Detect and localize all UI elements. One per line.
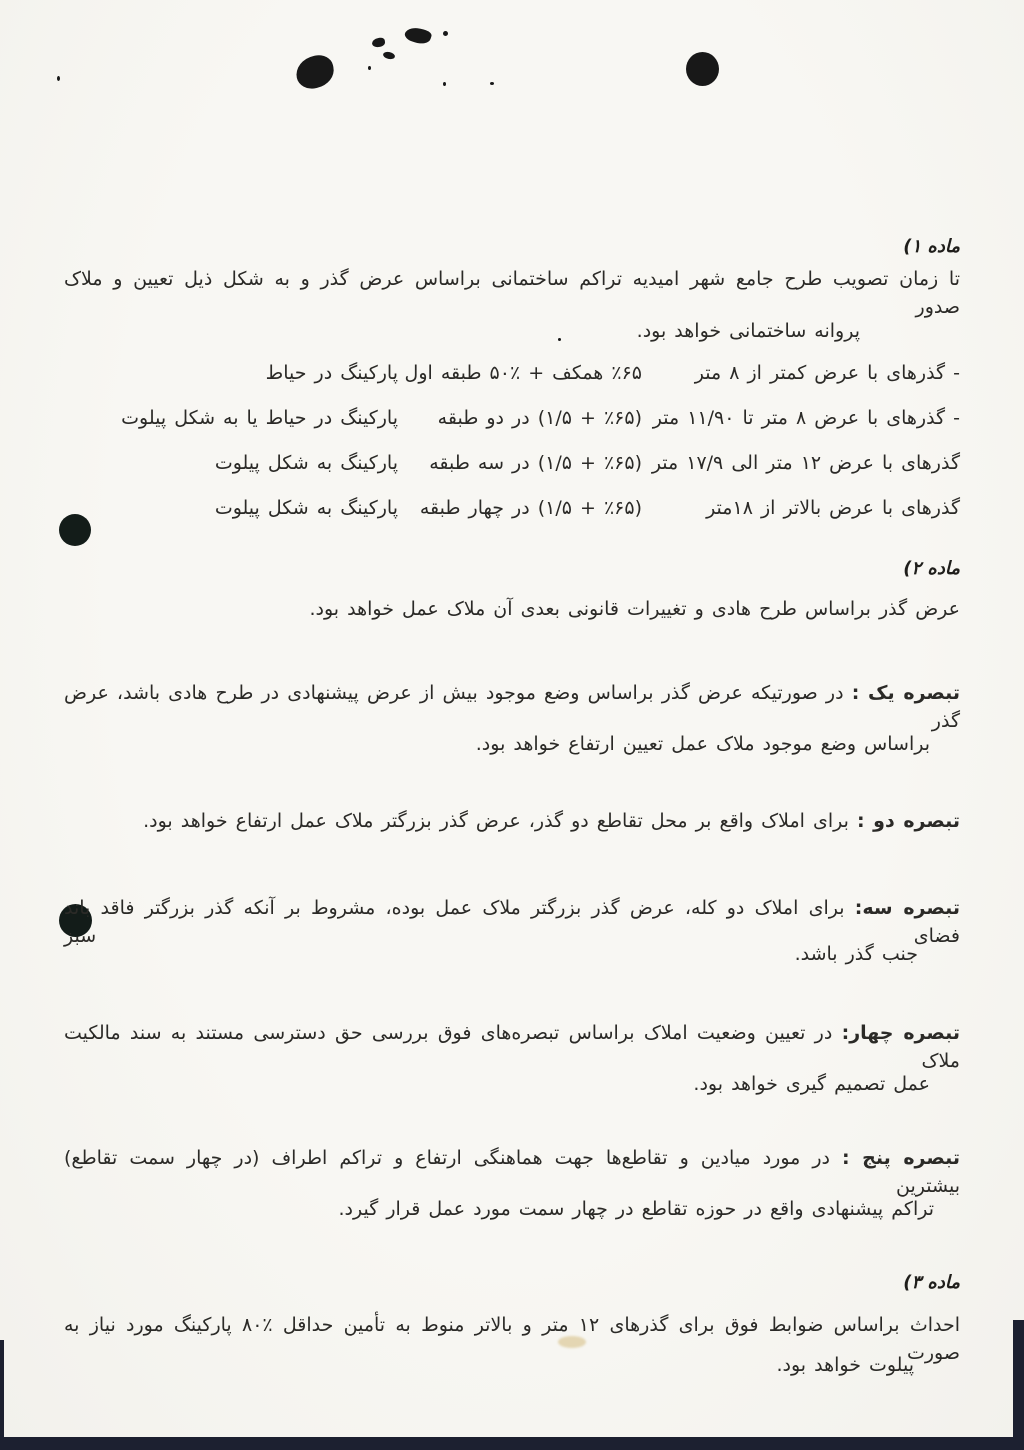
street-width-row <box>64 495 960 522</box>
note-2-text: برای املاک واقع بر محل تقاطع دو گذر، عرض گذر بزرگتر ملاک عمل ارتفاع خواهد بود. <box>143 810 849 832</box>
street-desc: گذرهای با عرض بالاتر از ۱۸متر <box>706 497 960 519</box>
article-3-line-2: پیلوت خواهد بود. <box>776 1354 914 1376</box>
article-2-line-1: عرض گذر براساس طرح هادی و تغییرات قانونی بعدی آن ملاک عمل خواهد بود. <box>309 598 960 620</box>
note-4-text: در تعیین وضعیت املاک براساس تبصره‌های فوق بررسی حق دسترسی مستند به سند مالکیت ملاک <box>64 1022 960 1072</box>
note-3-text: برای املاک دو کله، عرض گذر بزرگتر ملاک عمل بوده، مشروط بر آنکه گذر بزرگتر فاقد باند فضای سبز <box>64 897 960 947</box>
parking-rule: پارکینگ در حیاط یا به شکل پیلوت <box>121 407 398 429</box>
note-4-line-1 <box>64 1020 960 1075</box>
parking-rule: پارکینگ به شکل پیلوت <box>214 452 398 474</box>
note-4-label: تبصره چهار: <box>841 1022 960 1044</box>
note-3-label: تبصره سه: <box>854 897 960 919</box>
note-5-text: در مورد میادین و تقاطع‌ها جهت هماهنگی ارتفاع و تراکم اطراف (در چهار سمت تقاطع) بیشترین <box>64 1147 960 1197</box>
ink-speck <box>443 82 446 86</box>
street-desc: - گذرهای با عرض کمتر از ۸ متر <box>694 362 960 384</box>
article-1-line-1: تا زمان تصویب طرح جامع شهر امیدیه تراکم ساختمانی براساس عرض گذر و به شکل ذیل تعیین و ملاک صدور <box>64 268 960 318</box>
note-3-line-2: جنب گذر باشد. <box>794 943 918 965</box>
note-5-line-1 <box>64 1145 960 1200</box>
street-width-row <box>64 360 960 387</box>
density-formula: (٪۶۵ + ۱/۵) در سه طبقه <box>429 452 642 474</box>
article-1-heading: ماده ۱) <box>903 236 960 257</box>
note-1-label: تبصره یک : <box>851 682 961 704</box>
density-formula: (٪۶۵ + ۱/۵) در دو طبقه <box>437 407 642 429</box>
ink-blot <box>293 52 337 91</box>
ink-speck <box>443 31 448 36</box>
street-desc: گذرهای با عرض ۱۲ متر الی ۱۷/۹ متر <box>651 452 960 474</box>
ink-speck <box>371 37 385 48</box>
note-5-label: تبصره پنج : <box>841 1147 960 1169</box>
note-4-line-2: عمل تصمیم گیری خواهد بود. <box>693 1073 930 1095</box>
scan-edge-bottom <box>0 1437 1024 1450</box>
ink-speck <box>490 82 494 85</box>
article-2-heading: ماده ۲) <box>903 558 960 579</box>
note-1-text: در صورتیکه عرض گذر براساس وضع موجود بیش از عرض پیشنهادی در طرح هادی باشد، عرض گذر <box>64 682 960 732</box>
ink-speck <box>403 24 432 46</box>
note-5-line-2: تراکم پیشنهادی واقع در حوزه تقاطع در چهار سمت مورد عمل قرار گیرد. <box>338 1198 934 1220</box>
density-formula: (٪۶۵ + ۱/۵) در چهار طبقه <box>419 497 642 519</box>
article-3-line-1: احداث براساس ضوابط فوق برای گذرهای ۱۲ متر و بالاتر منوط به تأمین حداقل ٪۸۰ پارکینگ مورد نیاز به صورت <box>64 1314 960 1364</box>
ink-speck <box>558 338 561 341</box>
scan-edge-right <box>1013 1320 1024 1450</box>
article-1-line-2: پروانه ساختمانی خواهد بود. <box>636 320 860 342</box>
street-width-row <box>64 450 960 477</box>
parking-rule: پارکینگ به شکل پیلوت <box>214 497 398 519</box>
article-3-heading: ماده ۳) <box>903 1272 960 1293</box>
density-formula: ٪۶۵ همکف + ٪۵۰ طبقه اول <box>404 362 642 384</box>
ink-speck <box>368 66 371 70</box>
ink-blot <box>686 52 719 86</box>
note-1-line-2: براساس وضع موجود ملاک عمل تعیین ارتفاع خواهد بود. <box>475 733 930 755</box>
note-1-line-1 <box>64 680 960 735</box>
scan-edge-left <box>0 1340 4 1450</box>
note-2-label: تبصره دو : <box>856 810 960 832</box>
ink-speck <box>382 51 395 60</box>
street-desc: - گذرهای با عرض ۸ متر تا ۱۱/۹۰ متر <box>652 407 960 429</box>
street-width-row <box>64 405 960 432</box>
parking-rule: پارکینگ در حیاط <box>265 362 398 384</box>
note-2-line-1 <box>143 808 960 836</box>
ink-speck <box>57 76 60 81</box>
